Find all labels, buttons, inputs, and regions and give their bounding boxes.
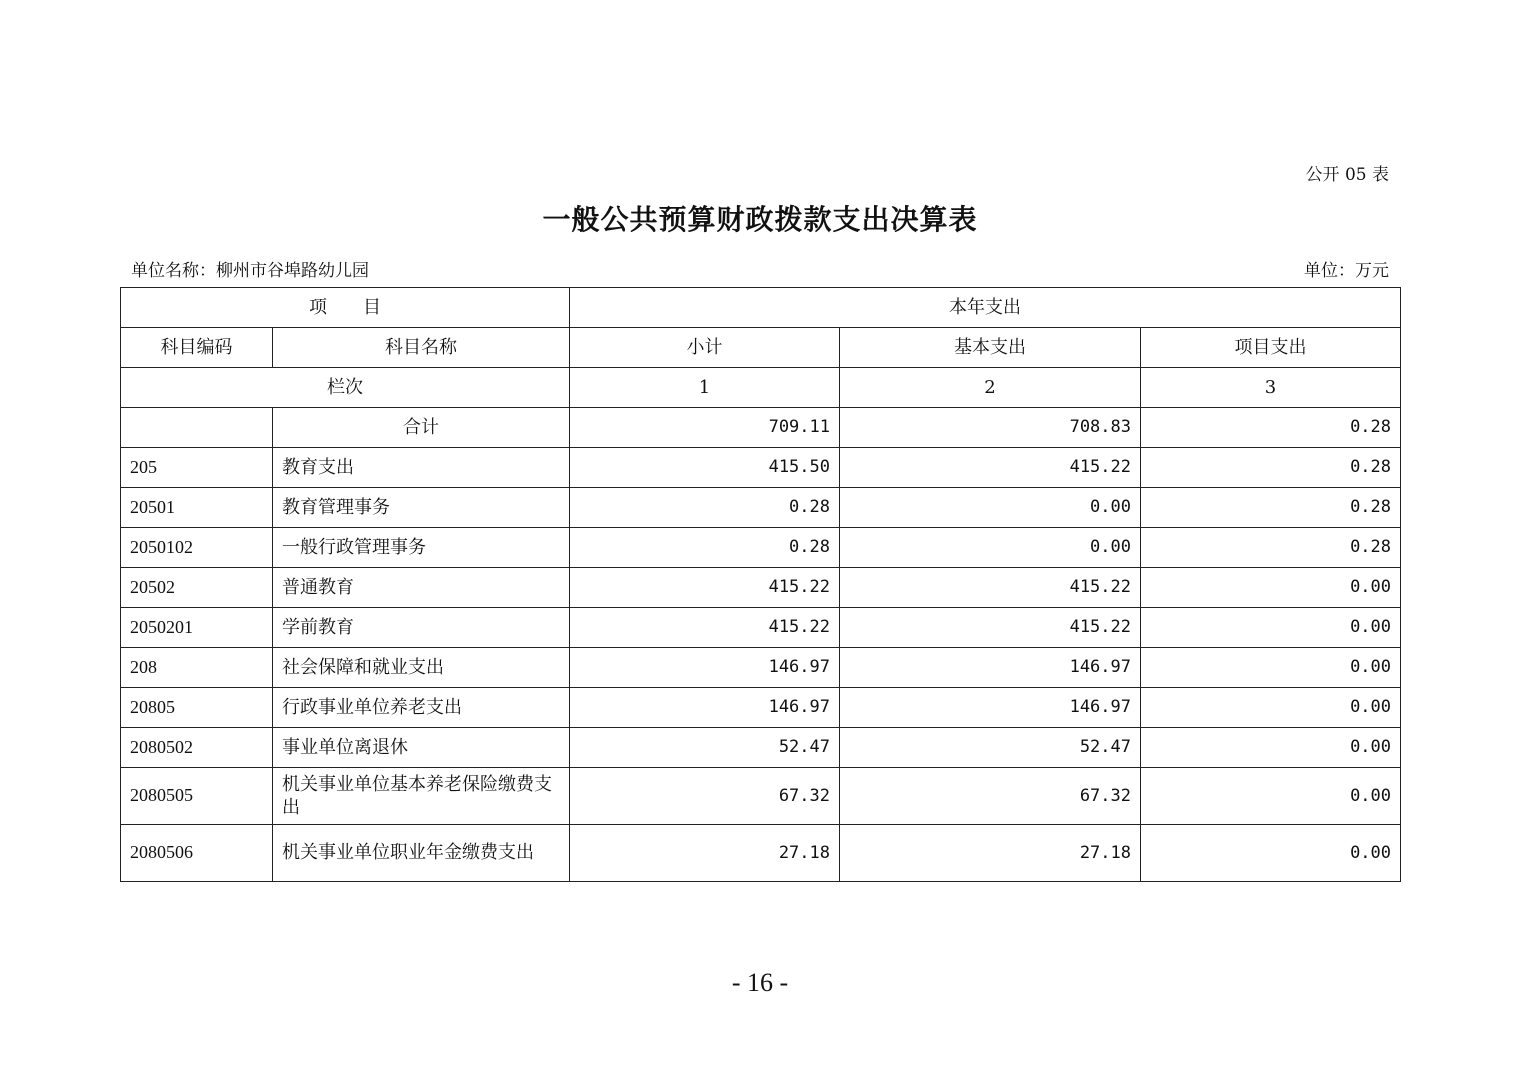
- subject-name: 机关事业单位基本养老保险缴费支出: [273, 768, 570, 825]
- basic-value: 146.97: [840, 648, 1141, 688]
- subtotal-value: 0.28: [570, 528, 840, 568]
- project-exp-header: 项目支出: [1141, 328, 1401, 368]
- table-row: [121, 448, 1401, 488]
- unit-name: 单位名称：柳州市谷埠路幼儿园: [131, 261, 369, 281]
- column-number-2: 2: [840, 368, 1141, 408]
- basic-value: 0.00: [840, 528, 1141, 568]
- subtotal-value: 415.22: [570, 608, 840, 648]
- current-year-header: 本年支出: [570, 288, 1401, 328]
- subtotal-header: 小计: [570, 328, 840, 368]
- column-number-1: 1: [570, 368, 840, 408]
- subtotal-value: 146.97: [570, 648, 840, 688]
- table-row: [121, 648, 1401, 688]
- subject-code: 2050201: [121, 608, 273, 648]
- table-row: [121, 488, 1401, 528]
- project-value: 0.28: [1141, 488, 1401, 528]
- subject-name: 教育管理事务: [273, 488, 570, 528]
- project-header: 项 目: [121, 288, 570, 328]
- subject-code: 205: [121, 448, 273, 488]
- subject-code: 2080506: [121, 825, 273, 882]
- column-order-label: 栏次: [121, 368, 570, 408]
- table-row: [121, 568, 1401, 608]
- subject-code: 20501: [121, 488, 273, 528]
- page-number: - 16 -: [731, 968, 789, 997]
- basic-value: 27.18: [840, 825, 1141, 882]
- header-row-1: [121, 288, 1401, 328]
- code-header: 科目编码: [121, 328, 273, 368]
- basic-value: 415.22: [840, 568, 1141, 608]
- basic-value: 415.22: [840, 608, 1141, 648]
- table-code: 公开 05 表: [1305, 165, 1389, 185]
- total-project: 0.28: [1141, 408, 1401, 448]
- subject-name: 行政事业单位养老支出: [273, 688, 570, 728]
- subject-code: 2050102: [121, 528, 273, 568]
- subject-name: 社会保障和就业支出: [273, 648, 570, 688]
- table-row: [121, 768, 1401, 825]
- total-basic: 708.83: [840, 408, 1141, 448]
- subtotal-value: 415.50: [570, 448, 840, 488]
- project-value: 0.00: [1141, 648, 1401, 688]
- basic-value: 146.97: [840, 688, 1141, 728]
- table-row: [121, 608, 1401, 648]
- table-row: [121, 728, 1401, 768]
- subject-name: 学前教育: [273, 608, 570, 648]
- subject-name: 教育支出: [273, 448, 570, 488]
- header-row-2: [121, 328, 1401, 368]
- subject-code: 2080502: [121, 728, 273, 768]
- total-code-cell: [121, 408, 273, 448]
- table-row: [121, 528, 1401, 568]
- subject-name: 机关事业单位职业年金缴费支出: [273, 825, 570, 882]
- basic-value: 67.32: [840, 768, 1141, 825]
- subject-name: 普通教育: [273, 568, 570, 608]
- basic-header: 基本支出: [840, 328, 1141, 368]
- column-number-3: 3: [1141, 368, 1401, 408]
- table-row: [121, 825, 1401, 882]
- project-value: 0.00: [1141, 728, 1401, 768]
- subject-code: 20502: [121, 568, 273, 608]
- basic-value: 52.47: [840, 728, 1141, 768]
- project-value: 0.00: [1141, 688, 1401, 728]
- subject-code: 20805: [121, 688, 273, 728]
- project-value: 0.00: [1141, 568, 1401, 608]
- subtotal-value: 0.28: [570, 488, 840, 528]
- project-value: 0.00: [1141, 825, 1401, 882]
- page-title: 一般公共预算财政拨款支出决算表: [542, 203, 978, 236]
- subject-name: 一般行政管理事务: [273, 528, 570, 568]
- subject-code: 208: [121, 648, 273, 688]
- project-value: 0.28: [1141, 528, 1401, 568]
- basic-value: 0.00: [840, 488, 1141, 528]
- subject-code: 2080505: [121, 768, 273, 825]
- subtotal-value: 52.47: [570, 728, 840, 768]
- total-label: 合计: [273, 408, 570, 448]
- total-row: [121, 408, 1401, 448]
- column-order-row: [121, 368, 1401, 408]
- subtotal-value: 27.18: [570, 825, 840, 882]
- name-header: 科目名称: [273, 328, 570, 368]
- subtotal-value: 415.22: [570, 568, 840, 608]
- currency-unit: 单位：万元: [1304, 261, 1389, 281]
- project-value: 0.00: [1141, 608, 1401, 648]
- subject-name: 事业单位离退休: [273, 728, 570, 768]
- basic-value: 415.22: [840, 448, 1141, 488]
- total-subtotal: 709.11: [570, 408, 840, 448]
- subtotal-value: 67.32: [570, 768, 840, 825]
- subtotal-value: 146.97: [570, 688, 840, 728]
- budget-table: [120, 287, 1401, 882]
- project-value: 0.28: [1141, 448, 1401, 488]
- table-row: [121, 688, 1401, 728]
- project-value: 0.00: [1141, 768, 1401, 825]
